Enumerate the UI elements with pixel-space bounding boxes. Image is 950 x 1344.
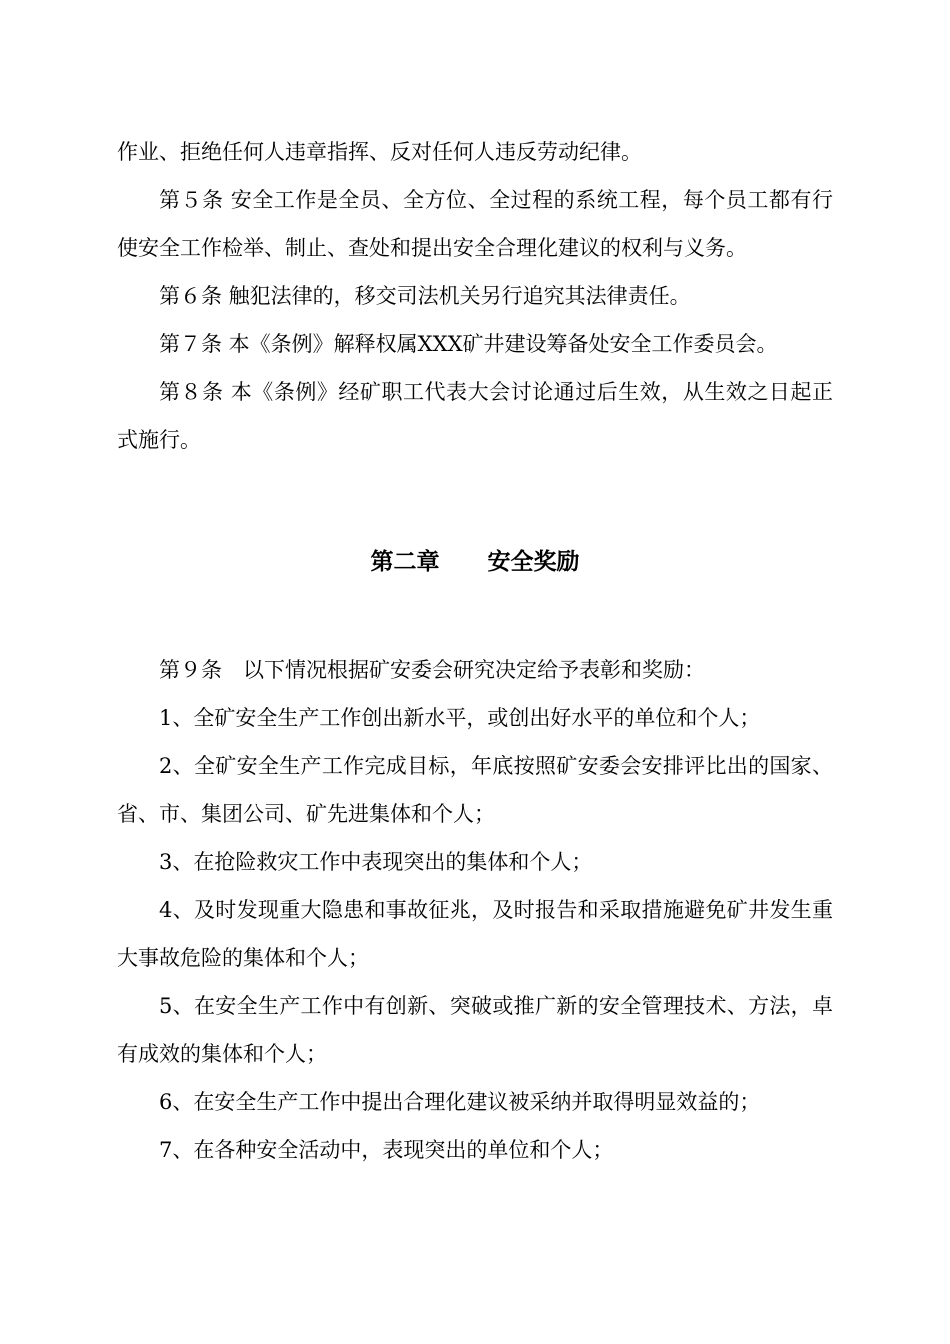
article-6: 第６条 触犯法律的，移交司法机关另行追究其法律责任。 (159, 284, 691, 308)
paragraph: 作业、拒绝任何人违章指挥、反对任何人违反劳动纪律。 (117, 140, 642, 164)
list-item-3: 3、在抢险救灾工作中表现突出的集体和个人； (159, 850, 593, 874)
article-7: 第７条 本《条例》解释权属XXX矿井建设筹备处安全工作委员会。 (159, 332, 778, 356)
list-item-2: 2、全矿安全生产工作完成目标，年底按照矿安委会安排评比出的国家、省、市、集团公司、矿先进集体和个人； (117, 754, 833, 826)
list-item-4: 4、及时发现重大隐患和事故征兆，及时报告和采取措施避免矿井发生重大事故危险的集体和个人； (117, 898, 833, 970)
article-5: 第５条 安全工作是全员、全方位、全过程的系统工程，每个员工都有行使安全工作检举、制止、查处和提出安全合理化建议的权利与义务。 (117, 188, 833, 260)
list-item-7: 7、在各种安全活动中，表现突出的单位和个人； (159, 1138, 614, 1162)
spacer (117, 464, 833, 538)
list-item-1: 1、全矿安全生产工作创出新水平，或创出好水平的单位和个人； (159, 706, 761, 730)
list-item-5: 5、在安全生产工作中有创新、突破或推广新的安全管理技术、方法，卓有成效的集体和个人； (117, 994, 833, 1066)
article-8: 第８条 本《条例》经矿职工代表大会讨论通过后生效，从生效之日起正式施行。 (117, 380, 833, 452)
spacer (117, 586, 833, 646)
document-page (117, 128, 833, 1174)
chapter-title: 第二章 安全奖励 (370, 548, 580, 575)
list-item-6: 6、在安全生产工作中提出合理化建议被采纳并取得明显效益的； (159, 1090, 761, 1114)
article-9: 第９条 以下情况根据矿安委会研究决定给予表彰和奖励： (159, 658, 705, 682)
